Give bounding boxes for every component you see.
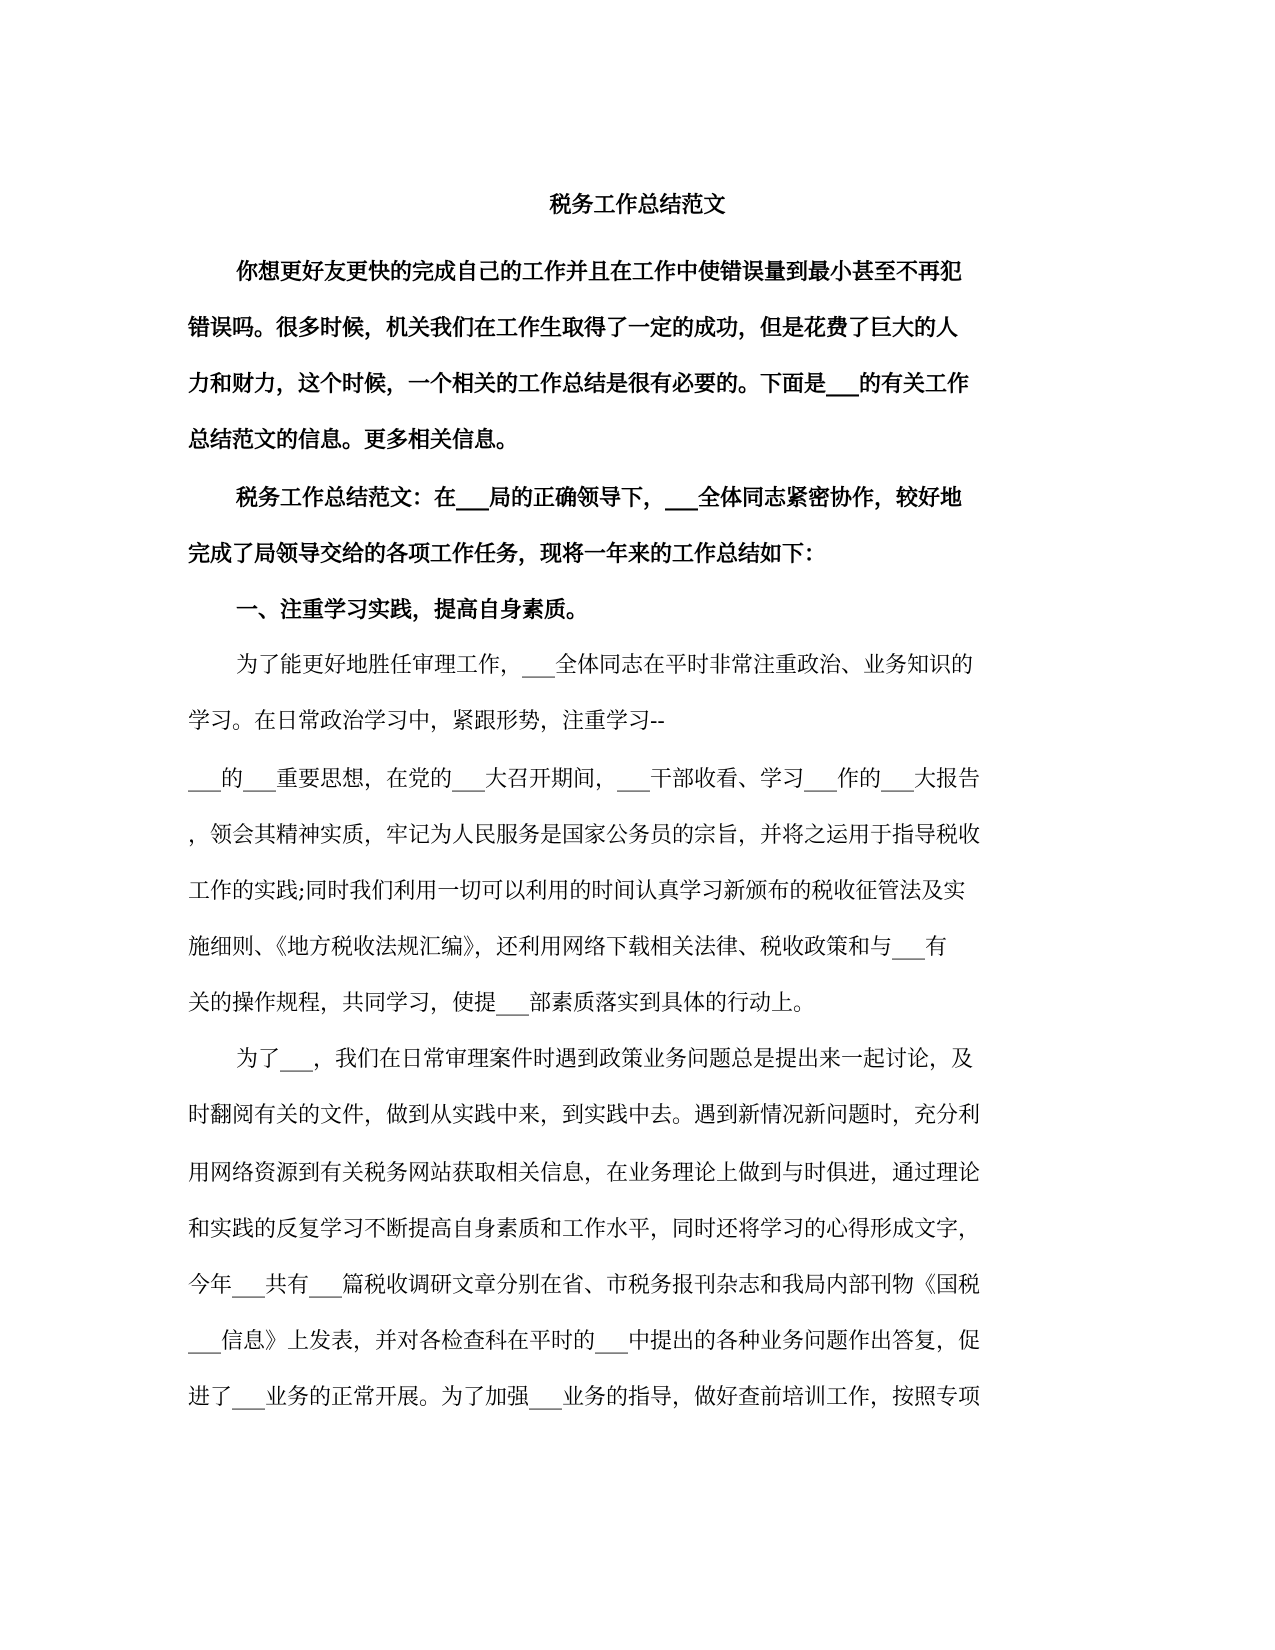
- paragraph-line: 施细则、《地方税收法规汇编》，还利用网络下载相关法律、税收政策和与___有: [188, 935, 948, 960]
- paragraph-line: 错误吗。很多时候，机关我们在工作生取得了一定的成功，但是花费了巨大的人: [188, 315, 959, 341]
- paragraph-line: 为了能更好地胜任审理工作，___全体同志在平时非常注重政治、业务知识的: [236, 653, 974, 678]
- section-heading: 一、注重学习实践，提高自身素质。: [236, 597, 589, 623]
- paragraph-line: 学习。在日常政治学习中，紧跟形势，注重学习--: [188, 709, 665, 734]
- paragraph-line: ___信息》上发表，并对各检查科在平时的___中提出的各种业务问题作出答复，促: [188, 1329, 981, 1354]
- paragraph-line: 工作的实践;同时我们利用一切可以利用的时间认真学习新颁布的税收征管法及实: [188, 879, 966, 904]
- paragraph-line: 完成了局领导交给的各项工作任务，现将一年来的工作总结如下：: [188, 541, 827, 567]
- paragraph-line: 用网络资源到有关税务网站获取相关信息，在业务理论上做到与时俱进，通过理论: [188, 1161, 981, 1186]
- paragraph-line: 为了___，我们在日常审理案件时遇到政策业务问题总是提出来一起讨论，及: [236, 1047, 974, 1072]
- paragraph-line: 和实践的反复学习不断提高自身素质和工作水平，同时还将学习的心得形成文字，: [188, 1217, 981, 1242]
- paragraph-line: 总结范文的信息。更多相关信息。: [188, 427, 519, 453]
- paragraph-line: 力和财力，这个时候，一个相关的工作总结是很有必要的。下面是___的有关工作: [188, 371, 970, 397]
- paragraph-line: ，领会其精神实质，牢记为人民服务是国家公务员的宗旨，并将之运用于指导税收: [188, 823, 981, 848]
- document-title: 税务工作总结范文: [549, 192, 726, 218]
- paragraph-line: ___的___重要思想，在党的___大召开期间，___干部收看、学习___作的___大报告: [188, 767, 981, 792]
- paragraph-line: 你想更好友更快的完成自己的工作并且在工作中使错误量到最小甚至不再犯: [236, 259, 963, 285]
- paragraph-line: 关的操作规程，共同学习，使提___部素质落实到具体的行动上。: [188, 991, 816, 1016]
- paragraph-line: 进了___业务的正常开展。为了加强___业务的指导，做好查前培训工作，按照专项: [188, 1385, 981, 1410]
- paragraph-line: 税务工作总结范文：在___局的正确领导下，___全体同志紧密协作，较好地: [236, 485, 963, 511]
- paragraph-line: 今年___共有___篇税收调研文章分别在省、市税务报刊杂志和我局内部刊物《国税: [188, 1273, 981, 1298]
- paragraph-line: 时翻阅有关的文件，做到从实践中来，到实践中去。遇到新情况新问题时，充分利: [188, 1103, 981, 1128]
